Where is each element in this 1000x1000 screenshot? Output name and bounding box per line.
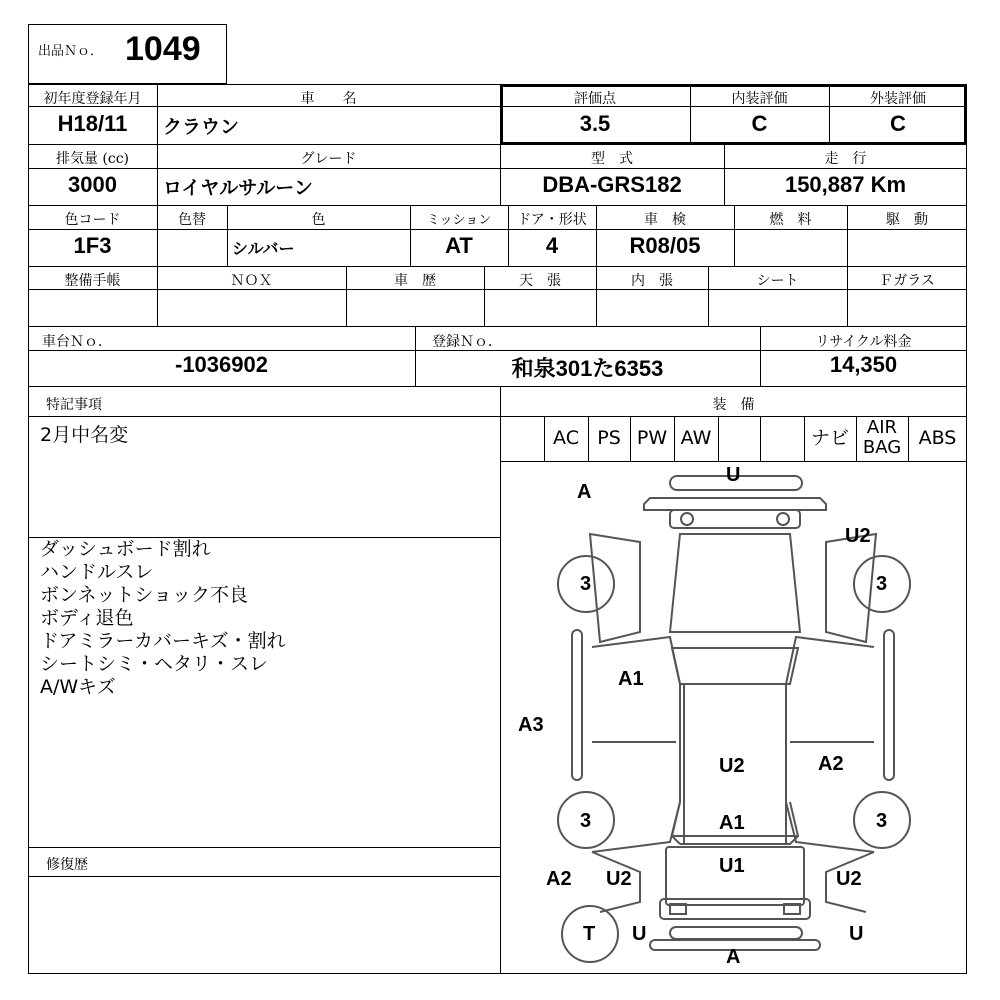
listing-label: 出品Ｎｏ． bbox=[38, 44, 104, 59]
score-value: 3.5 bbox=[579, 111, 611, 136]
model-header: 型 式 bbox=[591, 151, 633, 167]
grade-value: ロイヤルサルーン bbox=[163, 177, 313, 199]
equipment-header: 装 備 bbox=[712, 397, 755, 413]
mark-rear-glass: A1 bbox=[719, 812, 745, 834]
special-note-item: ボディ退色 bbox=[40, 607, 134, 629]
mark-front-right-fender: U2 bbox=[845, 525, 871, 547]
equipment-navi: ナビ bbox=[810, 427, 849, 449]
right-fender-shape bbox=[826, 534, 876, 642]
color-header: 色 bbox=[311, 212, 326, 228]
special-note-1: 2月中名変 bbox=[40, 424, 129, 446]
door-shape-value: 4 bbox=[545, 233, 559, 258]
mark-tire-fr: 3 bbox=[876, 573, 888, 595]
car-name-value: クラウン bbox=[163, 116, 240, 138]
equipment-aw: AW bbox=[680, 427, 712, 449]
nox-header: ＮＯＸ bbox=[230, 273, 273, 289]
registration-no-value: 和泉301た6353 bbox=[511, 356, 664, 381]
special-notes-header: 特記事項 bbox=[46, 397, 102, 413]
sunroof-header: 天 張 bbox=[519, 273, 561, 289]
displacement-value: 3000 bbox=[68, 172, 117, 197]
left-fender-shape bbox=[590, 534, 640, 642]
rear-bumper-shape bbox=[670, 927, 802, 939]
right-doors-shape bbox=[786, 637, 874, 852]
car-diagram bbox=[500, 462, 966, 973]
equipment-pw: PW bbox=[636, 427, 668, 449]
listing-number: 1049 bbox=[125, 30, 201, 68]
equipment-airbag: AIR BAG bbox=[862, 417, 902, 458]
mark-tire-fl: 3 bbox=[580, 573, 592, 595]
mission-value: AT bbox=[445, 233, 473, 258]
model-value: DBA-GRS182 bbox=[542, 172, 682, 197]
recycle-fee-value: 14,350 bbox=[829, 352, 898, 377]
mark-trunk: U1 bbox=[719, 855, 745, 877]
inspection-header: 車 検 bbox=[644, 212, 686, 228]
interior-header: 内装評価 bbox=[731, 91, 788, 107]
registration-no-header: 登録Ｎｏ． bbox=[432, 334, 502, 350]
first-registration-value: H18/11 bbox=[57, 111, 128, 136]
mark-roof: U2 bbox=[719, 755, 745, 777]
special-note-item: ダッシュボード割れ bbox=[40, 538, 211, 560]
mileage-header: 走 行 bbox=[824, 151, 867, 167]
mark-rear-bumper-left: U bbox=[632, 923, 647, 945]
first-registration-header: 初年度登録年月 bbox=[43, 91, 142, 107]
chassis-no-value: -1036902 bbox=[175, 352, 268, 377]
exterior-header: 外装評価 bbox=[870, 91, 926, 107]
mission-header: ミッション bbox=[426, 213, 492, 228]
displacement-header: 排気量 (cc) bbox=[55, 151, 130, 167]
door-shape-header: ドア・形状 bbox=[517, 212, 587, 228]
mark-left-rear-lower: U2 bbox=[606, 868, 632, 890]
score-header: 評価点 bbox=[574, 91, 616, 107]
special-note-item: シートシミ・ヘタリ・スレ bbox=[40, 653, 269, 675]
interior-value: C bbox=[751, 111, 768, 136]
equipment-abs: ABS bbox=[918, 427, 957, 449]
special-note-item: ボンネットショック不良 bbox=[40, 584, 249, 606]
mark-tire-rl: 3 bbox=[580, 810, 592, 832]
maintenance-header: 整備手帳 bbox=[64, 273, 121, 289]
mark-left-side: A3 bbox=[518, 714, 544, 736]
mark-tire-rr: 3 bbox=[876, 810, 888, 832]
f-glass-header: Ｆガラス bbox=[879, 273, 935, 289]
color-code-header: 色コード bbox=[64, 212, 121, 228]
repaint-header: 色替 bbox=[178, 212, 206, 228]
history-header: 車 歴 bbox=[394, 273, 436, 289]
recycle-fee-header: リサイクル料金 bbox=[815, 334, 912, 350]
mark-rear-bumper-right: U bbox=[849, 923, 864, 945]
rear-panel-shape bbox=[660, 899, 810, 919]
fuel-header: 燃 料 bbox=[769, 212, 812, 228]
drive-header: 駆 動 bbox=[886, 212, 928, 228]
equipment-ac: AC bbox=[553, 427, 579, 449]
interior-trim-header: 内 張 bbox=[631, 273, 673, 289]
seat-header: シート bbox=[756, 273, 799, 289]
equipment-ps: PS bbox=[597, 427, 621, 449]
mark-spare-tire: T bbox=[583, 923, 596, 945]
mileage-value: 150,887 Km bbox=[784, 172, 907, 197]
mark-right-rear-quarter: U2 bbox=[836, 868, 862, 890]
exterior-value: C bbox=[890, 111, 906, 136]
hood-shape bbox=[670, 534, 800, 632]
inspection-value: R08/05 bbox=[629, 233, 701, 258]
mark-right-side: A2 bbox=[818, 753, 844, 775]
mark-left-front-door: A1 bbox=[618, 668, 644, 690]
grade-header: グレード bbox=[300, 151, 357, 167]
repair-history-header: 修復歴 bbox=[46, 857, 88, 873]
chassis-no-header: 車台Ｎｏ． bbox=[42, 334, 112, 350]
special-note-item: ハンドルスレ bbox=[40, 561, 154, 583]
color-code-value: 1F3 bbox=[73, 233, 112, 258]
special-note-item: ドアミラーカバーキズ・割れ bbox=[40, 630, 286, 652]
mark-front-left-corner: A bbox=[577, 481, 592, 503]
windshield-shape bbox=[672, 648, 798, 684]
special-note-item: A/Wキズ bbox=[40, 676, 116, 698]
car-name-header: 車 名 bbox=[300, 91, 357, 107]
front-grille-shape bbox=[644, 498, 826, 510]
mark-rear-bumper: A bbox=[726, 946, 741, 968]
mark-front-bumper: U bbox=[726, 464, 741, 486]
mark-left-rear-quarter: A2 bbox=[546, 868, 572, 890]
color-value: シルバー bbox=[232, 239, 295, 258]
